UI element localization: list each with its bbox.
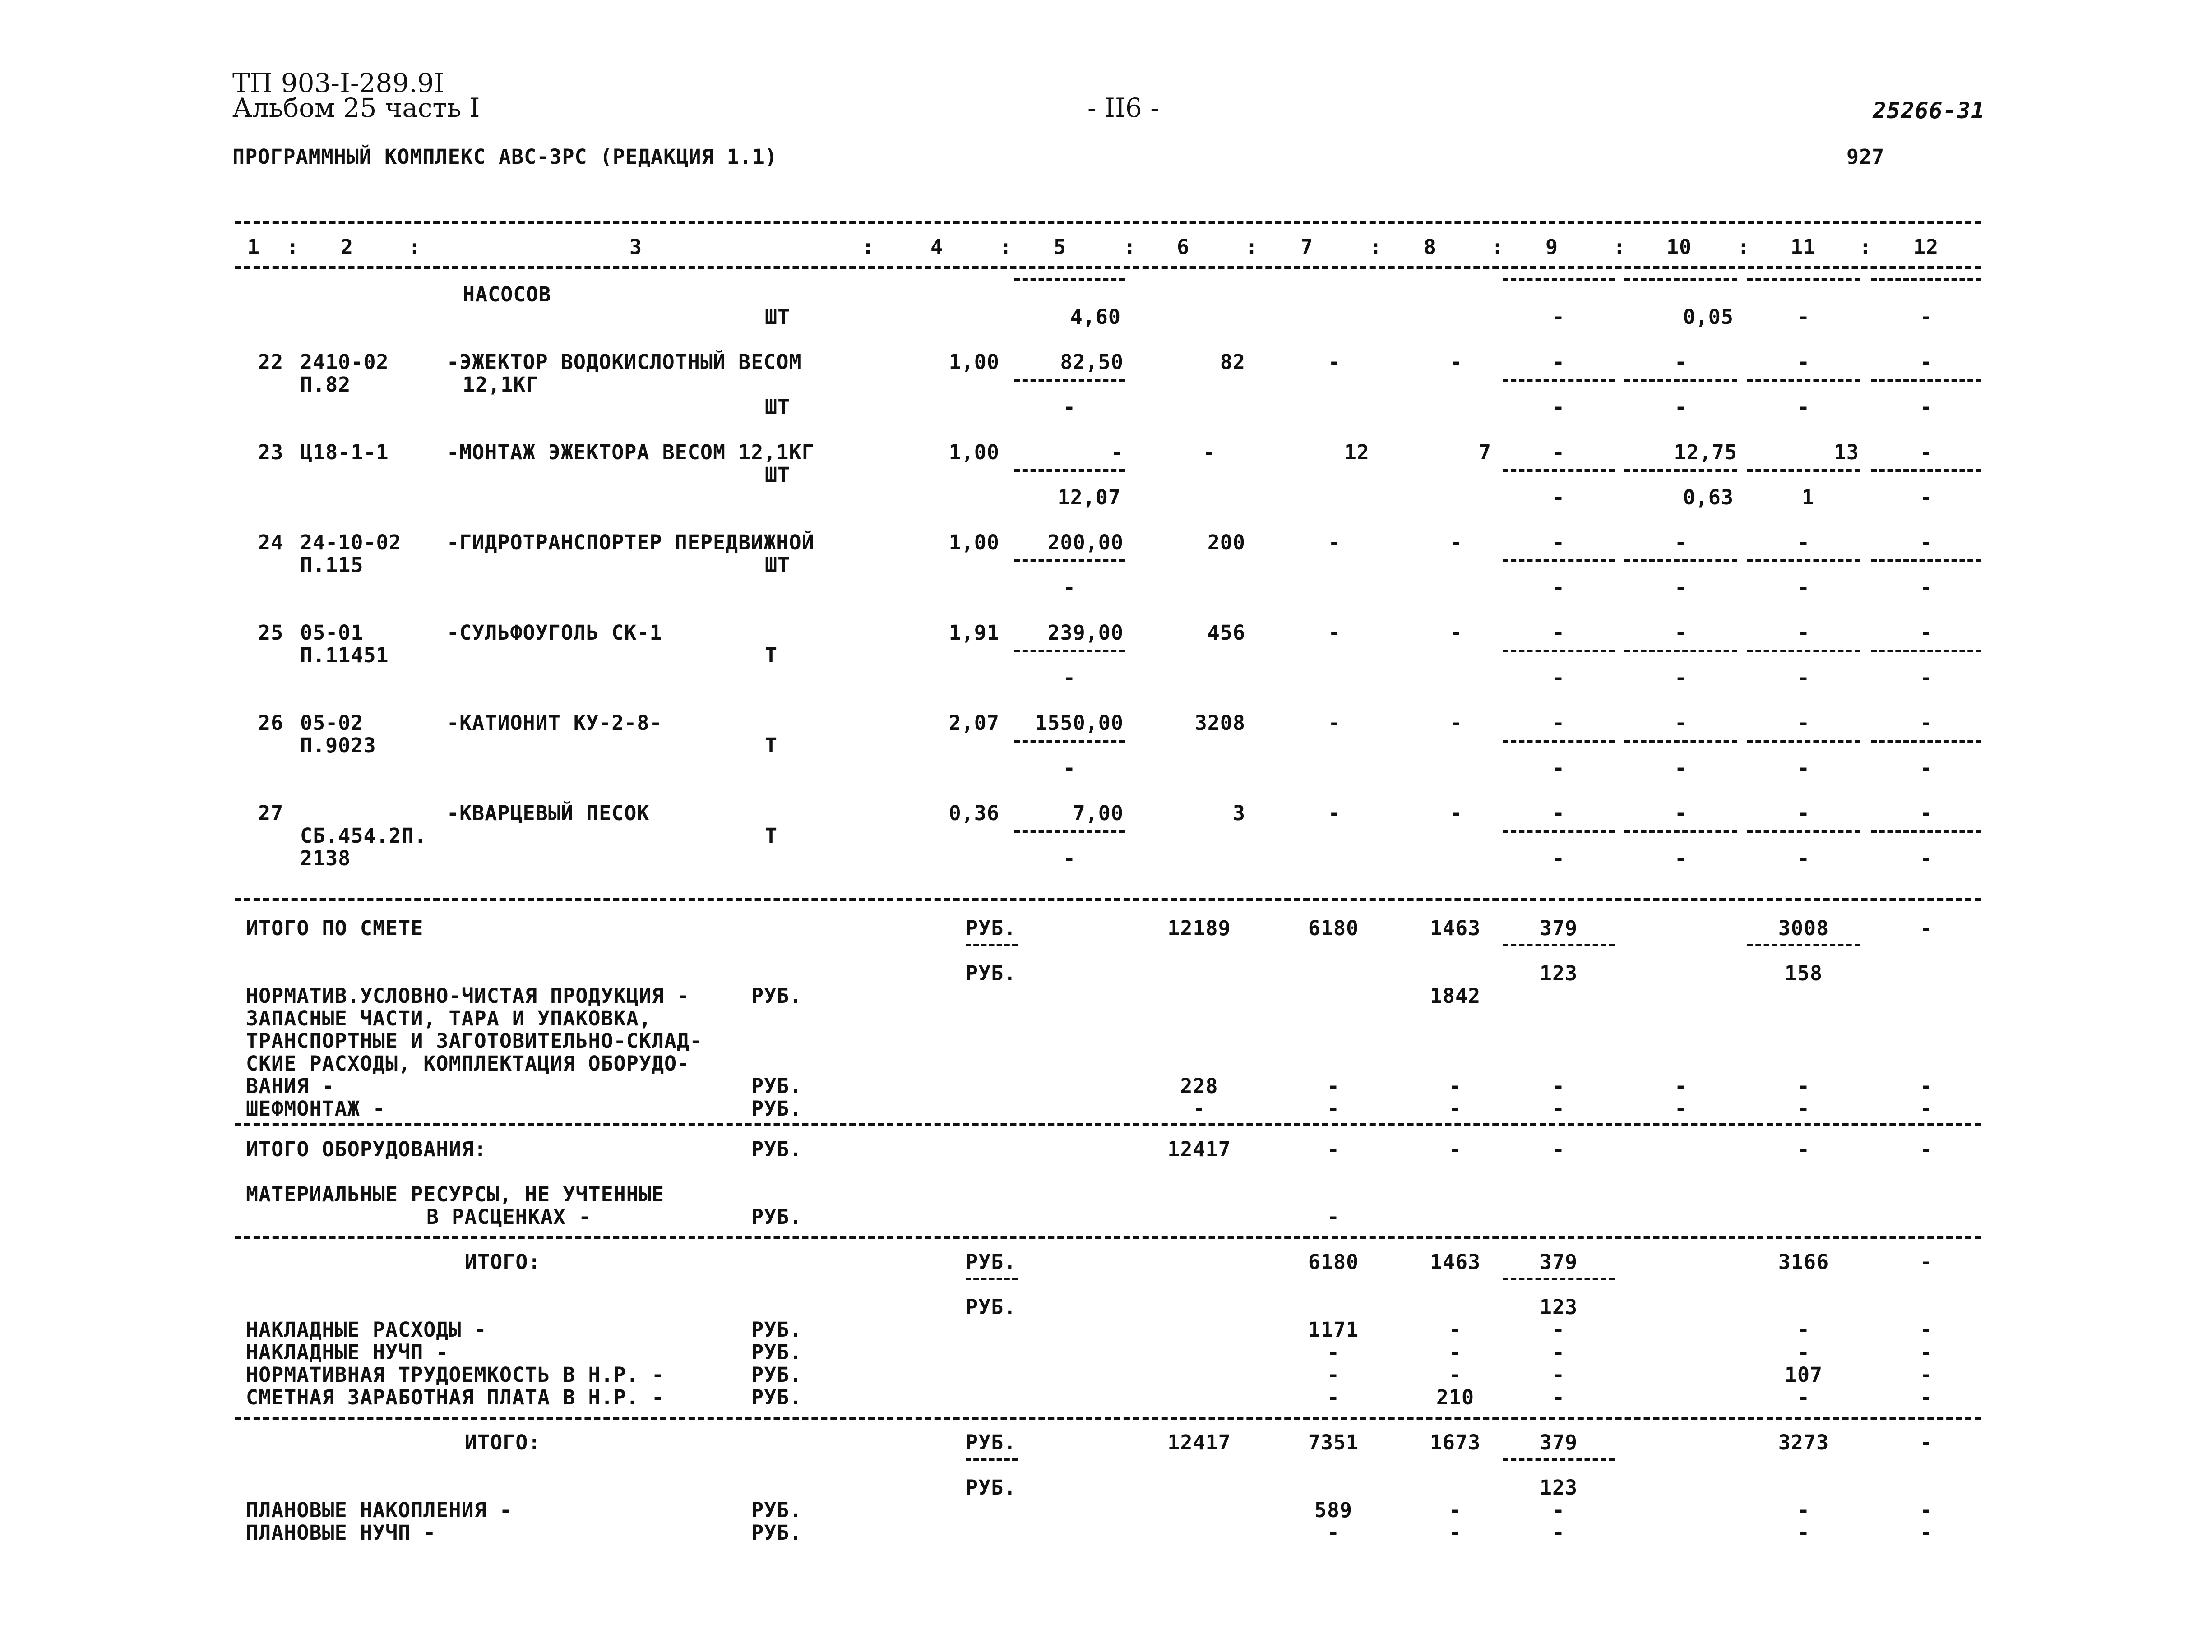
row-rule [1871, 278, 1981, 281]
c9-rule [1503, 944, 1615, 946]
row-rule [1747, 559, 1860, 562]
cell-c11b: - [1797, 305, 1810, 329]
cell-c9: - [1552, 1521, 1565, 1545]
cell-c9: - [1552, 1318, 1565, 1342]
cell-c10: - [1674, 711, 1688, 735]
row-rule [1014, 650, 1125, 652]
row-rule [1871, 830, 1981, 833]
cell-c11: - [1797, 1385, 1810, 1409]
cell-c7: - [1328, 801, 1341, 825]
totals-rule [235, 1123, 1981, 1126]
cell-c8: 1463 [1430, 1250, 1481, 1274]
cell-c11b: - [1797, 395, 1810, 419]
itogo-obor-label: ИТОГО ОБОРУДОВАНИЯ: [246, 1137, 487, 1161]
rub-rule [966, 1278, 1018, 1280]
cell-c9b: - [1552, 846, 1565, 870]
cell-c12: - [1920, 1521, 1933, 1545]
cell-c4: 0,36 [949, 801, 1000, 825]
cell-c10b: - [1674, 846, 1688, 870]
cell-c7: - [1328, 531, 1341, 554]
row-rule [1503, 650, 1615, 652]
cell-c11: - [1797, 1318, 1810, 1342]
row-rule [1624, 469, 1737, 472]
c9-rule [1503, 1278, 1615, 1280]
row-code-sub: П.11451 [300, 643, 389, 667]
cell-c11: - [1797, 1340, 1810, 1364]
cell-c6: 228 [1180, 1074, 1218, 1098]
rub-label: РУБ. [751, 1385, 802, 1409]
cell-c8: 7 [1478, 440, 1491, 464]
cell-c11b: - [1797, 666, 1810, 690]
cell-c8: - [1450, 350, 1463, 374]
rub-label: РУБ. [751, 1097, 802, 1121]
row-number: 23 [258, 440, 284, 464]
cell-dash: - [1552, 1097, 1565, 1121]
cell-c9: - [1552, 531, 1565, 554]
cell-c6: 200 [1207, 531, 1245, 554]
cell-c7: 6180 [1308, 1250, 1359, 1274]
row-number: 24 [258, 531, 284, 554]
cell-c8: - [1448, 1363, 1462, 1387]
cell-dash: - [1920, 1097, 1933, 1121]
col-header-10: 10 [1666, 235, 1692, 259]
cell-c10: - [1674, 621, 1688, 645]
cell-c9b: - [1552, 305, 1565, 329]
rub-label: РУБ. [966, 1431, 1017, 1454]
row-rule [1871, 650, 1981, 652]
col-header-6: 6 [1177, 235, 1190, 259]
cell-c11b: - [1797, 756, 1810, 780]
row-rule [1624, 559, 1737, 562]
cell-c10: - [1674, 531, 1688, 554]
cell-c11: 3166 [1778, 1250, 1829, 1274]
row-rule [1503, 469, 1615, 472]
col-header-12: 12 [1913, 235, 1939, 259]
row-unit: ШТ [765, 463, 791, 487]
cell-c12: - [1920, 531, 1933, 554]
row-code-sub: 2138 [300, 846, 351, 870]
cell-c12b: - [1920, 576, 1933, 600]
cell-c9b: 123 [1539, 1476, 1578, 1500]
row-name-sub: 12,1КГ [463, 373, 539, 397]
cell-c9: - [1552, 1340, 1565, 1364]
col-header-2: 2 [341, 235, 354, 259]
cell-c12: - [1920, 350, 1933, 374]
materials-line: В РАСЦЕНКАХ - [426, 1205, 592, 1229]
overhead-label: НАКЛАДНЫЕ РАСХОДЫ - [246, 1318, 487, 1342]
cell-c8: 1673 [1430, 1431, 1481, 1454]
cell-c6: 12417 [1167, 1431, 1231, 1454]
row-code: 2410-02 [300, 350, 389, 374]
totals-rule [235, 1236, 1981, 1239]
cell-c8: - [1448, 1340, 1462, 1364]
normativ-line: ВАНИЯ - [246, 1074, 335, 1098]
rub-label: РУБ. [751, 1205, 802, 1229]
cell-c12: - [1920, 1385, 1933, 1409]
row-rule [1014, 379, 1125, 382]
cell-c9: - [1552, 1137, 1565, 1161]
cell-c10b: - [1674, 666, 1688, 690]
cell-c11: - [1797, 1521, 1810, 1545]
row-rule [1014, 740, 1125, 743]
cell-c9: - [1552, 440, 1565, 464]
c9-rule [1503, 1458, 1615, 1461]
rub-label: РУБ. [751, 1363, 802, 1387]
cell-c12b: - [1920, 666, 1933, 690]
row-rule [1871, 559, 1981, 562]
cell-c12b: - [1920, 395, 1933, 419]
cell-c6: 82 [1220, 350, 1245, 374]
cell-c12: - [1920, 1250, 1933, 1274]
cell-c7: 589 [1314, 1498, 1353, 1522]
plan-label: ПЛАНОВЫЕ НАКОПЛЕНИЯ - [246, 1498, 512, 1522]
row-unit: Т [765, 824, 778, 848]
normativ-line: ШЕФМОНТАЖ - [246, 1097, 386, 1121]
normativ-line: НОРМАТИВ.УСЛОВНО-ЧИСТАЯ ПРОДУКЦИЯ - [246, 984, 690, 1008]
totals-top-rule [235, 898, 1981, 901]
cell-c10b: - [1674, 756, 1688, 780]
cell-c11: 13 [1833, 440, 1859, 464]
cell-c9: 379 [1539, 1431, 1578, 1454]
row-unit: ШТ [765, 395, 791, 419]
cell-c11: - [1797, 1498, 1810, 1522]
cell-c5: 1550,00 [1035, 711, 1124, 735]
plan-label: ПЛАНОВЫЕ НУЧП - [246, 1521, 436, 1545]
cell-c5b: 12,07 [1057, 485, 1121, 509]
cell-c10b: - [1674, 576, 1688, 600]
row-name: -КАТИОНИТ КУ-2-8- [447, 711, 662, 735]
cell-c12b: - [1920, 485, 1933, 509]
cell-c8: - [1448, 1521, 1462, 1545]
row-rule [1871, 379, 1981, 382]
cell-c4: 1,91 [949, 621, 1000, 645]
cell-c12: - [1920, 621, 1933, 645]
album-label: Альбом 25 часть I [232, 92, 480, 123]
cell-c12: - [1920, 1318, 1933, 1342]
cell-dash: - [1448, 1097, 1462, 1121]
cell-c7: - [1328, 350, 1341, 374]
itogo-label: ИТОГО: [465, 1250, 541, 1274]
row-unit: Т [765, 734, 778, 757]
overhead-label: НОРМАТИВНАЯ ТРУДОЕМКОСТЬ В Н.Р. - [246, 1363, 665, 1387]
row-rule [1503, 278, 1615, 281]
cell-c7: 1171 [1308, 1318, 1359, 1342]
cell-c9b: 123 [1539, 1295, 1578, 1319]
row-rule [1503, 830, 1615, 833]
col-header-9: 9 [1546, 235, 1559, 259]
rub-label: РУБ. [966, 916, 1017, 940]
cell-dash: - [1327, 1074, 1340, 1098]
cell-c11b: 158 [1784, 961, 1823, 985]
cell-c7: 7351 [1308, 1431, 1359, 1454]
cell-c6: 12417 [1167, 1137, 1231, 1161]
cell-c5: 7,00 [1073, 801, 1124, 825]
cell-c6: - [1193, 1097, 1206, 1121]
rub-label: РУБ. [751, 1340, 802, 1364]
cell-c10b: 0,63 [1683, 485, 1734, 509]
cell-c4: 1,00 [949, 440, 1000, 464]
row-rule [1624, 830, 1737, 833]
cell-c9b: - [1552, 485, 1565, 509]
cell-c8: - [1450, 621, 1463, 645]
cell-c10: - [1674, 801, 1688, 825]
cell-c7: - [1327, 1521, 1340, 1545]
c11-rule [1747, 944, 1860, 946]
cell-c7: - [1327, 1385, 1340, 1409]
row-number: 22 [258, 350, 284, 374]
cell-c7: - [1327, 1363, 1340, 1387]
row-rule [1747, 469, 1860, 472]
row-code-sub: СБ.454.2П. [300, 824, 427, 848]
row-unit: ШТ [765, 553, 791, 577]
rub-label: РУБ. [751, 1137, 802, 1161]
header-bottom-rule [235, 266, 1981, 269]
cell-c9b: - [1552, 666, 1565, 690]
cell-c11: - [1797, 801, 1810, 825]
cell-c5: 200,00 [1047, 531, 1124, 554]
cell-c8: - [1448, 1498, 1462, 1522]
row-code-sub: П.115 [300, 553, 364, 577]
cell-dash: - [1797, 1097, 1810, 1121]
cell-c11: - [1797, 621, 1810, 645]
cell-c12b: - [1920, 756, 1933, 780]
row-rule [1014, 278, 1125, 281]
cell-c12: - [1920, 1431, 1933, 1454]
materials-line: МАТЕРИАЛЬНЫЕ РЕСУРСЫ, НЕ УЧТЕННЫЕ [246, 1182, 665, 1206]
cell-c6: 3208 [1194, 711, 1245, 735]
row-rule [1747, 278, 1860, 281]
row-unit: ШТ [765, 305, 791, 329]
cell-c11: - [1797, 350, 1810, 374]
cell-c4: 1,00 [949, 350, 1000, 374]
cell-c5b: - [1063, 756, 1076, 780]
row-name: НАСОСОВ [463, 282, 551, 306]
row-name: -МОНТАЖ ЭЖЕКТОРА ВЕСОМ 12,1КГ [447, 440, 814, 464]
cell-c11: - [1797, 531, 1810, 554]
rub-label: РУБ. [751, 1074, 802, 1098]
rub-label: РУБ. [966, 961, 1017, 985]
normativ-line: СКИЕ РАСХОДЫ, КОМПЛЕКТАЦИЯ ОБОРУДО- [246, 1052, 690, 1075]
cell-c11: 107 [1784, 1363, 1823, 1387]
cell-c6: 3 [1232, 801, 1245, 825]
cell-c9: - [1552, 1363, 1565, 1387]
cell-c9: 379 [1539, 916, 1578, 940]
cell-c10b: - [1674, 395, 1688, 419]
cell-c7: - [1328, 621, 1341, 645]
cell-c11b: - [1797, 576, 1810, 600]
cell-c7: 12 [1344, 440, 1370, 464]
cell-c9: - [1552, 801, 1565, 825]
totals-rule [235, 1417, 1981, 1420]
cell-c5b: - [1063, 395, 1076, 419]
cell-c5: 82,50 [1060, 350, 1124, 374]
row-name: -СУЛЬФОУГОЛЬ СК-1 [447, 621, 662, 645]
rub-label: РУБ. [751, 1318, 802, 1342]
row-rule [1503, 379, 1615, 382]
cell-c9: - [1552, 1385, 1565, 1409]
cell-c10b: 0,05 [1683, 305, 1734, 329]
row-number: 27 [258, 801, 284, 825]
cell-dash: - [1552, 1074, 1565, 1098]
cell-c11: - [1797, 1137, 1810, 1161]
row-name: -ЭЖЕКТОР ВОДОКИСЛОТНЫЙ ВЕСОМ [447, 350, 802, 374]
cell-c7: - [1327, 1340, 1340, 1364]
itogo-smeta-label: ИТОГО ПО СМЕТЕ [246, 916, 424, 940]
cell-c8: 1842 [1430, 984, 1481, 1008]
row-number: 26 [258, 711, 284, 735]
col-header-5: 5 [1054, 235, 1067, 259]
normativ-line: ТРАНСПОРТНЫЕ И ЗАГОТОВИТЕЛЬНО-СКЛАД- [246, 1029, 703, 1053]
col-header-7: 7 [1300, 235, 1314, 259]
cell-c11: 3008 [1778, 916, 1829, 940]
cell-c12: - [1920, 1137, 1933, 1161]
cell-c12: - [1920, 440, 1933, 464]
cell-dash: - [1448, 1074, 1462, 1098]
row-rule [1747, 379, 1860, 382]
cell-dash: - [1327, 1097, 1340, 1121]
cell-c12: - [1920, 711, 1933, 735]
cell-c9: - [1552, 350, 1565, 374]
rub-label: РУБ. [751, 984, 802, 1008]
cell-dash: - [1674, 1074, 1688, 1098]
cell-c12: - [1920, 1363, 1933, 1387]
cell-c9b: - [1552, 576, 1565, 600]
cell-c6: 12189 [1167, 916, 1231, 940]
row-rule [1503, 740, 1615, 743]
cell-c9b: - [1552, 756, 1565, 780]
cell-c11b: 1 [1801, 485, 1815, 509]
row-rule [1747, 740, 1860, 743]
cell-c9b: 123 [1539, 961, 1578, 985]
row-rule [1014, 469, 1125, 472]
doc-code: ТП 903-I-289.9I [232, 68, 444, 98]
cell-c9: - [1552, 711, 1565, 735]
stamp-number: 25266-31 [1873, 97, 1985, 124]
rub-rule [966, 944, 1018, 946]
col-header-4: 4 [930, 235, 944, 259]
cell-c12: - [1920, 801, 1933, 825]
row-rule [1624, 379, 1737, 382]
row-unit: Т [765, 643, 778, 667]
row-name: -ГИДРОТРАНСПОРТЕР ПЕРЕДВИЖНОЙ [447, 531, 814, 554]
overhead-label: СМЕТНАЯ ЗАРАБОТНАЯ ПЛАТА В Н.Р. - [246, 1385, 665, 1409]
row-rule [1747, 650, 1860, 652]
page-number: - II6 - [1087, 92, 1159, 123]
cell-c11b: - [1797, 846, 1810, 870]
cell-c12b: - [1920, 305, 1933, 329]
row-code: 05-02 [300, 711, 364, 735]
cell-c7: 6180 [1308, 916, 1359, 940]
cell-c5: 239,00 [1047, 621, 1124, 645]
row-name: -КВАРЦЕВЫЙ ПЕСОК [447, 801, 650, 825]
col-header-11: 11 [1791, 235, 1816, 259]
cell-c10: 12,75 [1674, 440, 1737, 464]
cell-dash: - [1674, 1097, 1688, 1121]
cell-c6: 456 [1207, 621, 1245, 645]
cell-c8: - [1450, 531, 1463, 554]
cell-c12: - [1920, 916, 1933, 940]
row-rule [1871, 469, 1981, 472]
cell-c8: - [1448, 1318, 1462, 1342]
cell-c6: - [1203, 440, 1216, 464]
cell-c11: 3273 [1778, 1431, 1829, 1454]
cell-c5b: 4,60 [1070, 305, 1121, 329]
row-rule [1014, 559, 1125, 562]
row-rule [1503, 559, 1615, 562]
rub-label: РУБ. [751, 1521, 802, 1545]
row-code: Ц18-1-1 [300, 440, 389, 464]
cell-c5b: - [1063, 576, 1076, 600]
rub-rule [966, 1458, 1018, 1461]
normativ-line: ЗАПАСНЫЕ ЧАСТИ, ТАРА И УПАКОВКА, [246, 1006, 652, 1030]
col-header-3: 3 [629, 235, 643, 259]
rub-label: РУБ. [966, 1295, 1017, 1319]
cell-c10: - [1674, 350, 1688, 374]
row-rule [1014, 830, 1125, 833]
cell-c12b: - [1920, 846, 1933, 870]
cell-c7: - [1328, 711, 1341, 735]
cell-c9: - [1552, 1498, 1565, 1522]
cell-c4: 2,07 [949, 711, 1000, 735]
cell-c9b: - [1552, 395, 1565, 419]
row-rule [1871, 740, 1981, 743]
row-code: 24-10-02 [300, 531, 402, 554]
cell-c8: - [1448, 1137, 1462, 1161]
col-header-1: 1 [247, 235, 260, 259]
cell-c8: - [1450, 711, 1463, 735]
rub-label: РУБ. [966, 1250, 1017, 1274]
cell-c9: - [1552, 621, 1565, 645]
cell-c9: 379 [1539, 1250, 1578, 1274]
cell-c4: 1,00 [949, 531, 1000, 554]
overhead-label: НАКЛАДНЫЕ НУЧП - [246, 1340, 449, 1364]
program-title: ПРОГРАММНЫЙ КОМПЛЕКС АВС-3РС (РЕДАКЦИЯ 1.1) [232, 145, 777, 169]
table-top-rule [235, 221, 1981, 224]
cell-c7: - [1327, 1137, 1340, 1161]
row-rule [1747, 830, 1860, 833]
row-code: 05-01 [300, 621, 364, 645]
cell-c8: 1463 [1430, 916, 1481, 940]
cell-c5b: - [1063, 666, 1076, 690]
cell-c8: 210 [1436, 1385, 1475, 1409]
itogo-label: ИТОГО: [465, 1431, 541, 1454]
rub-label: РУБ. [966, 1476, 1017, 1500]
col-header-8: 8 [1424, 235, 1437, 259]
cell-c12: - [1920, 1498, 1933, 1522]
cell-c8: - [1450, 801, 1463, 825]
cell-dash: - [1920, 1074, 1933, 1098]
cell-dash: - [1797, 1074, 1810, 1098]
cell-c5: - [1111, 440, 1124, 464]
row-rule [1624, 740, 1737, 743]
row-code-sub: П.9023 [300, 734, 376, 757]
cell-c12: - [1920, 1340, 1933, 1364]
row-rule [1624, 278, 1737, 281]
row-rule [1624, 650, 1737, 652]
row-code-sub: П.82 [300, 373, 351, 397]
cell-c11: - [1797, 711, 1810, 735]
cell-c7: - [1327, 1205, 1340, 1229]
sheet-number: 927 [1846, 145, 1885, 169]
cell-c5b: - [1063, 846, 1076, 870]
rub-label: РУБ. [751, 1498, 802, 1522]
row-number: 25 [258, 621, 284, 645]
